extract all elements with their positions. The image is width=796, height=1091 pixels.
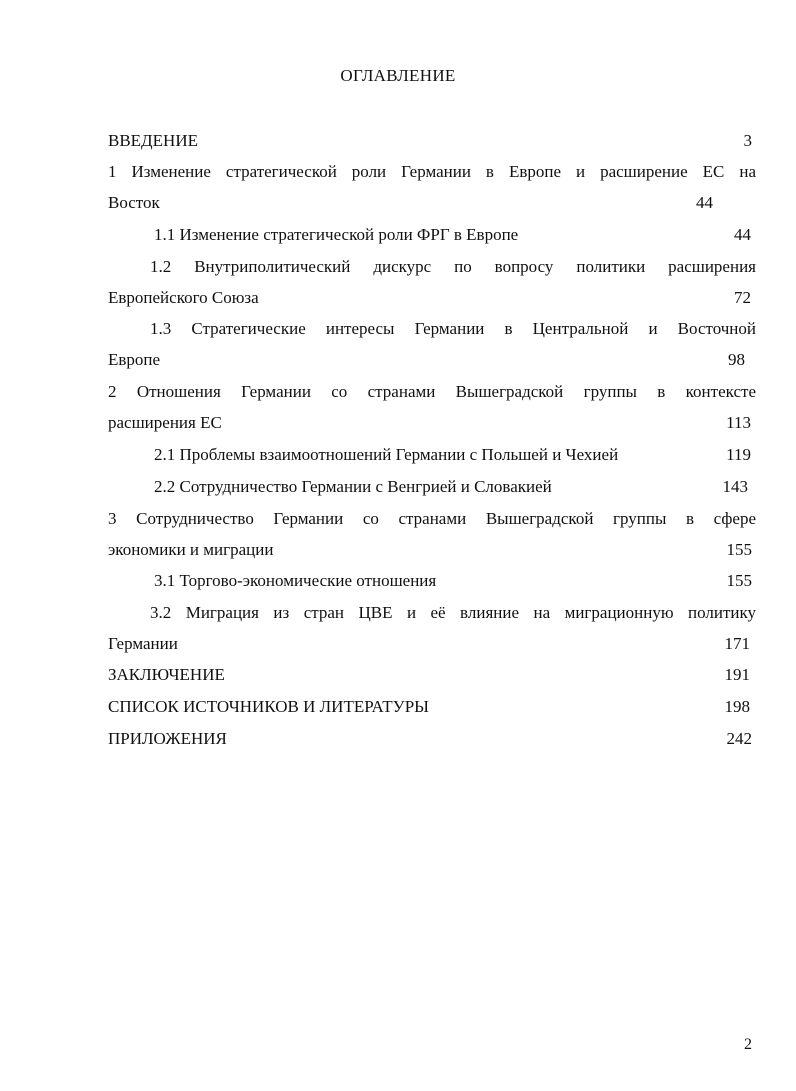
- toc-entry-section-1-1: [108, 225, 756, 249]
- toc-entry-page: 98: [728, 350, 745, 369]
- toc-entry-text: 2.1 Проблемы взаимоотношений Германии с Польшей и Чехией: [154, 445, 619, 464]
- toc-entry-chapter-2-cont: [108, 413, 756, 437]
- toc-entry-text: расширения ЕС: [108, 413, 222, 432]
- toc-entry-section-2-1: [108, 445, 756, 469]
- toc-entry-text: 1.3 Стратегические интересы Германии в Центральной и Восточной: [150, 319, 756, 338]
- toc-entry-page: 155: [726, 540, 752, 559]
- toc-entry-page: 3: [743, 131, 752, 150]
- toc-entry-text: экономики и миграции: [108, 540, 274, 559]
- toc-entry-page: 44: [734, 225, 751, 244]
- toc-entry-chapter-1-cont: [108, 193, 756, 217]
- toc-entry-text: 3.2 Миграция из стран ЦВЕ и её влияние на миграционную политику: [150, 603, 756, 622]
- toc-entry-text: ЗАКЛЮЧЕНИЕ: [108, 665, 225, 684]
- toc-entry-text: Европе: [108, 350, 161, 369]
- toc-entry-text: 1.2 Внутриполитический дискурс по вопросу политики расширения: [150, 257, 756, 276]
- toc-entry-section-1-2: [150, 257, 756, 281]
- toc-entry-text: ПРИЛОЖЕНИЯ: [108, 729, 227, 748]
- toc-entry-page: 72: [734, 288, 751, 307]
- toc-entry-chapter-2: [108, 382, 756, 406]
- toc-entry-page: 242: [726, 729, 752, 748]
- toc-entry-section-1-3: [150, 319, 756, 343]
- toc-entry-text: 1.1 Изменение стратегической роли ФРГ в Европе: [154, 225, 519, 244]
- toc-entry-page: 191: [724, 665, 750, 684]
- toc-entry-text: 3.1 Торгово-экономические отношения: [154, 571, 437, 590]
- toc-entry-text: Восток: [108, 193, 160, 212]
- toc-entry-page: 198: [724, 697, 750, 716]
- toc-entry-text: 1 Изменение стратегической роли Германии в Европе и расширение ЕС на: [108, 162, 756, 181]
- toc-entry-text: Европейского Союза: [108, 288, 259, 307]
- toc-entry-section-3-2-cont: [108, 634, 756, 658]
- toc-entry-section-2-2: [108, 477, 756, 501]
- toc-entry-page: 143: [722, 477, 748, 496]
- toc-entry-text: ВВЕДЕНИЕ: [108, 131, 198, 150]
- toc-entry-text: 2.2 Сотрудничество Германии с Венгрией и Словакией: [154, 477, 552, 496]
- toc-entry-chapter-3-cont: [108, 540, 756, 564]
- toc-entry-page: 119: [726, 445, 751, 464]
- page-number: 2: [744, 1036, 752, 1053]
- toc-entry-section-1-3-cont: [108, 350, 756, 374]
- toc-entry-section-3-1: [108, 571, 756, 595]
- toc-entry-chapter-3: [108, 509, 756, 533]
- toc-entry-page: 155: [726, 571, 752, 590]
- toc-entry-conclusion: [108, 665, 756, 689]
- toc-entry-text: Германии: [108, 634, 178, 653]
- toc-entry-section-3-2: [150, 603, 756, 627]
- toc-entry-text: СПИСОК ИСТОЧНИКОВ И ЛИТЕРАТУРЫ: [108, 697, 429, 716]
- toc-entry-page: 171: [724, 634, 750, 653]
- toc-entry-chapter-1: [108, 162, 756, 186]
- toc-entry-text: 3 Сотрудничество Германии со странами Вышеградской группы в сфере: [108, 509, 756, 528]
- toc-entry-section-1-2-cont: [108, 288, 756, 312]
- page-title: ОГЛАВЛЕНИЕ: [340, 66, 456, 85]
- toc-entry-appendices: [108, 729, 756, 753]
- toc-entry-page: 113: [726, 413, 751, 432]
- toc-entry-introduction: [108, 131, 756, 155]
- toc-entry-text: 2 Отношения Германии со странами Вышеградской группы в контексте: [108, 382, 756, 401]
- toc-entry-page: 44: [696, 193, 713, 212]
- toc-entry-bibliography: [108, 697, 756, 721]
